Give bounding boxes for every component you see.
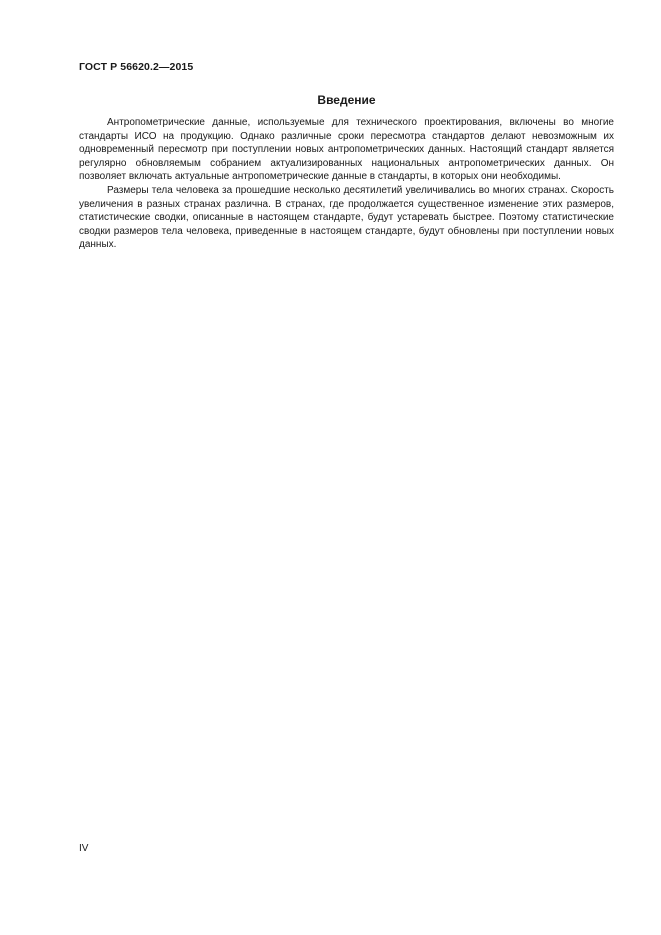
paragraph-1: Антропометрические данные, используемые для технического проектирования, включены во многие стандарты ИСО на продукцию. Однако различные сроки пересмотра стандартов делают невозможным их одновременный пересмотр при поступлении новых антропометрических данных. Настоящий стандарт является регулярно обновляемым собранием актуализированных национальных антропометрических данных. Он позволяет включать актуальные антропометрические данные в стандарты, в которых они необходимы. — [79, 117, 614, 183]
section-body — [79, 116, 614, 252]
section-title: Введение — [317, 93, 376, 107]
document-header-standard-id: ГОСТ Р 56620.2—2015 — [79, 61, 194, 73]
paragraph-2: Размеры тела человека за прошедшие несколько десятилетий увеличивались во многих странах. Скорость увеличения в разных странах различна. В странах, где продолжается существенное изменение этих размеров, статистические сводки, описанные в настоящем стандарте, будут устаревать быстрее. Поэтому статистические сводки размеров тела человека, приведенные в настоящем стандарте, будут обновлены при поступлении новых данных. — [79, 184, 614, 251]
page-number: IV — [79, 843, 89, 854]
